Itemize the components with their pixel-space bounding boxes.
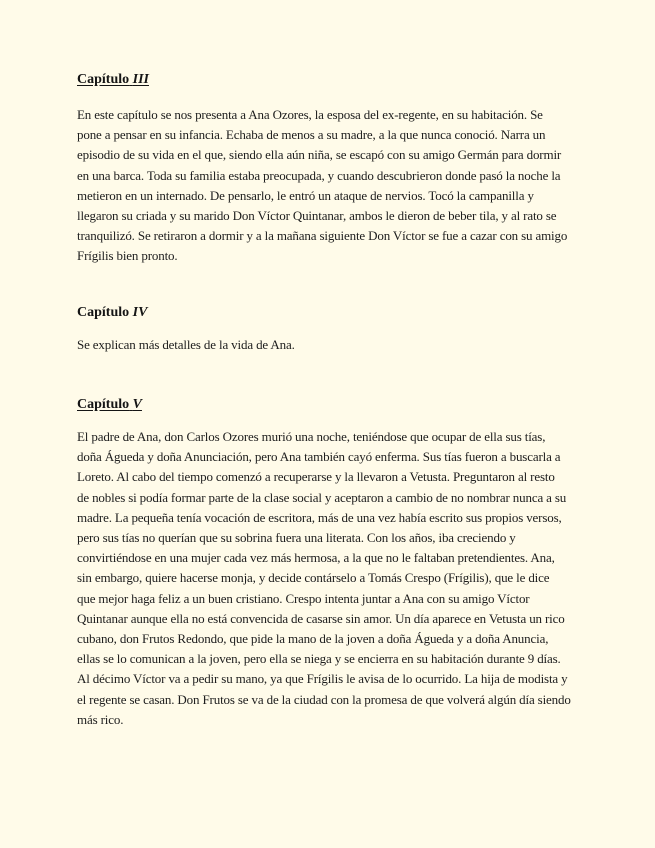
paragraph-line: de nobles si podía formar parte de la clase social y aceptaron a cambio de no nombrar nunca a su [77, 489, 567, 505]
paragraph-line: en una barca. Toda su familia estaba preocupada, y cuando descubrieron donde pasó la noche la [77, 167, 561, 183]
paragraph-line: doña Águeda y doña Anunciación, pero Ana también cayó enferma. Sus tías fueron a buscarla a [77, 449, 561, 465]
paragraph-line: el regente se casan. Don Frutos se va de la ciudad con la promesa de que volverá algún día siendo [77, 691, 571, 707]
paragraph-line: pone a pensar en su infancia. Echaba de menos a su madre, a la que nunca conoció. Narra un [77, 127, 546, 143]
chapter-3-paragraph [77, 105, 567, 267]
paragraph-line: convirtiéndose en una mujer cada vez más hermosa, a la que no le faltaban pretendientes. Ana, [77, 550, 555, 566]
chapter-5-heading-word: Capítulo [77, 397, 130, 412]
paragraph-line: pero sus tías no querían que su sobrina fuera una literata. Con los años, iba creciendo y [77, 530, 516, 546]
chapter-5-paragraph [77, 427, 571, 730]
chapter-4-heading-number: IV [132, 305, 148, 320]
paragraph-line: Loreto. Al cabo del tiempo comenzó a recuperarse y la llevaron a Vetusta. Preguntaron al resto [77, 469, 555, 485]
paragraph-line: El padre de Ana, don Carlos Ozores murió una noche, teniéndose que ocupar de ella sus tías, [77, 429, 546, 444]
paragraph-line: En este capítulo se nos presenta a Ana Ozores, la esposa del ex-regente, en su habitación. Se [77, 107, 543, 122]
paragraph-line: que mejor haga feliz a un buen cristiano. Crespo intenta juntar a Ana con su amigo Víctor [77, 590, 530, 606]
paragraph-line: llegaron su criada y su marido Don Víctor Quintanar, ambos le dieron de beber tila, y al rato se [77, 208, 557, 224]
paragraph-line: tranquilizó. Se retiraron a dormir y a la mañana siguiente Don Víctor se fue a cazar con su amigo [77, 228, 568, 244]
paragraph-line: Se explican más detalles de la vida de Ana. [77, 337, 295, 352]
chapter-4-paragraph [77, 335, 295, 355]
chapter-3-heading [77, 72, 149, 88]
paragraph-line: madre. La pequeña tenía vocación de escritora, más de una vez había escrito sus propios versos, [77, 509, 562, 525]
paragraph-line: ellas se lo comunican a la joven, pero ella se niega y se encierra en su habitación durante 9 días. [77, 651, 561, 667]
chapter-4-heading-word: Capítulo [77, 305, 130, 320]
paragraph-line: episodio de su vida en el que, siendo ella aún niña, se escapó con su amigo Germán para dormir [77, 147, 562, 163]
chapter-4-heading [77, 305, 147, 321]
chapter-3-heading-word: Capítulo [77, 72, 130, 87]
chapter-5-heading [77, 397, 142, 413]
paragraph-line: metieron en un internado. De pensarlo, le entró un ataque de nervios. Tocó la campanilla y [77, 187, 534, 203]
paragraph-line: cubano, don Frutos Redondo, que pide la mano de la joven a doña Águeda y a doña Anuncia, [77, 631, 549, 647]
chapter-5-heading-number: V [132, 397, 142, 412]
chapter-3-heading-number: III [132, 72, 149, 87]
paragraph-line: más rico. [77, 711, 124, 727]
paragraph-line: Al décimo Víctor va a pedir su mano, ya que Frígilis le avisa de lo ocurrido. La hija de modista y [77, 671, 568, 687]
paragraph-line: Quintanar aunque ella no está convencida de casarse sin amor. Un día aparece en Vetusta un rico [77, 610, 565, 626]
paragraph-line: sin embargo, quiere hacerse monja, y decide contárselo a Tomás Crespo (Frígilis), que le dice [77, 570, 550, 586]
paragraph-line: Frígilis bien pronto. [77, 248, 178, 264]
